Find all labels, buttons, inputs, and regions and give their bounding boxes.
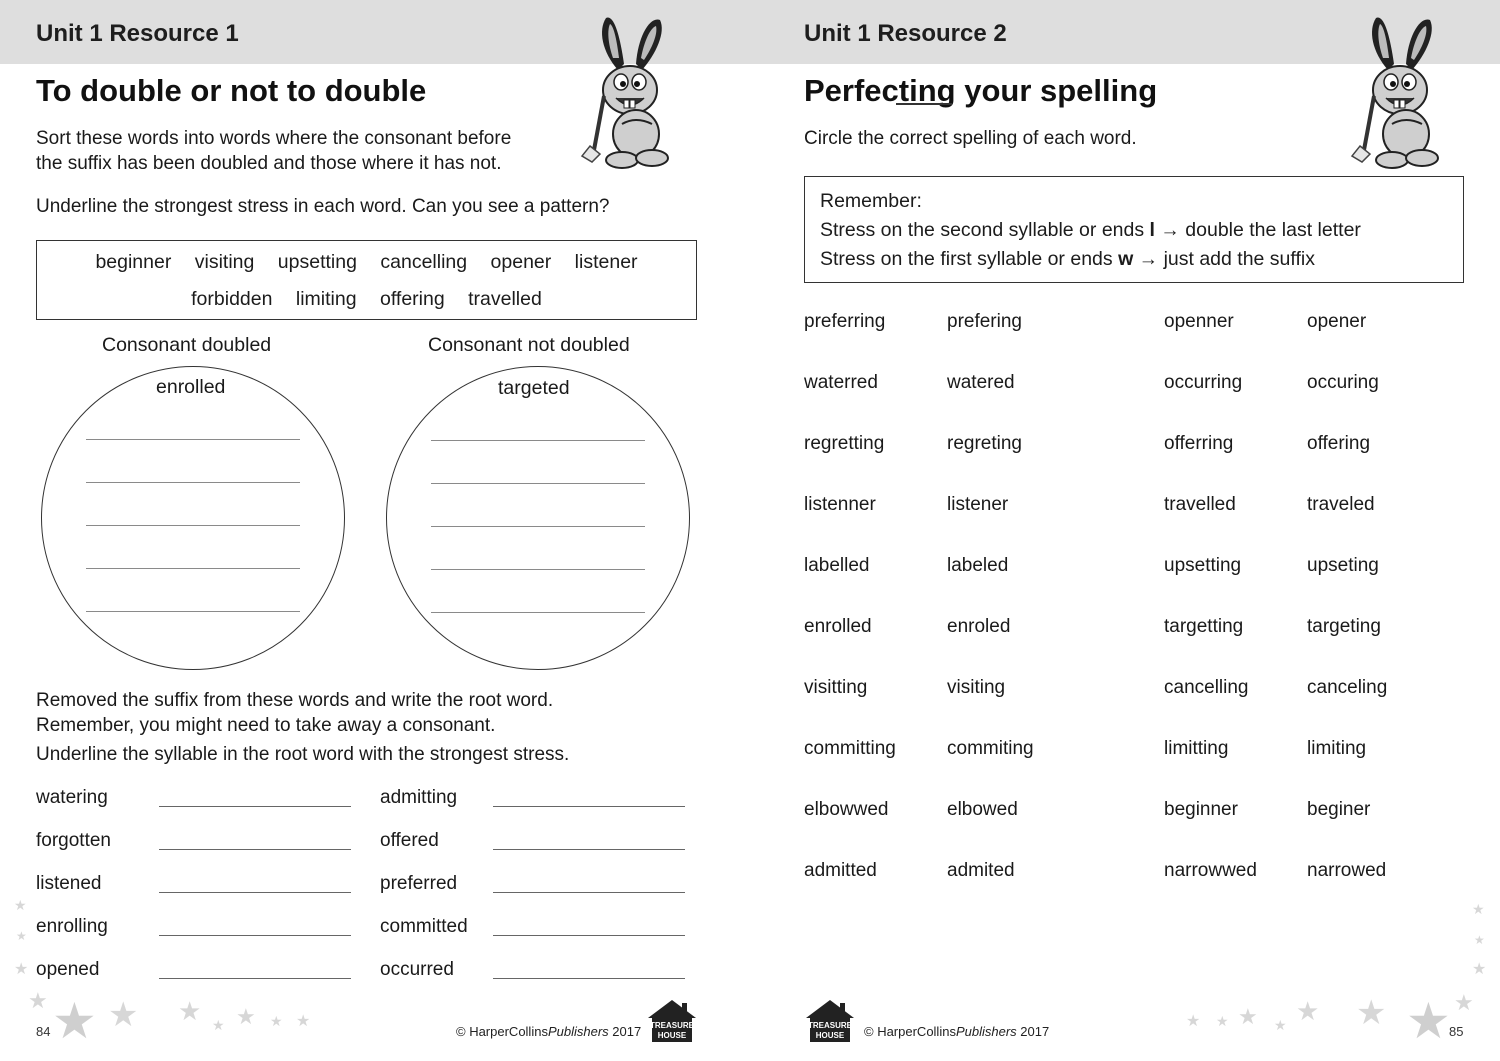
spelling-option[interactable]: limitting [1164, 738, 1229, 759]
circle-heading-not-doubled: Consonant not doubled [428, 334, 630, 356]
spelling-option[interactable]: offering [1307, 433, 1371, 454]
root-word-prompt: enrolling [36, 916, 108, 937]
instruction-remove-suffix-3: Underline the syllable in the root word with the strongest stress. [36, 744, 570, 765]
word-bank-word: offering [380, 288, 445, 310]
spelling-option[interactable]: canceling [1307, 677, 1388, 698]
spelling-option[interactable]: targetting [1164, 616, 1244, 637]
instruction-circle: Circle the correct spelling of each word. [804, 128, 1137, 149]
spelling-option[interactable]: elbowed [947, 799, 1018, 820]
copyright-prefix: © HarperCollins [456, 1024, 548, 1039]
spelling-option[interactable]: opener [1307, 311, 1367, 332]
root-word-prompt: occurred [380, 959, 454, 980]
copyright-publisher: Publishers [547, 1024, 609, 1039]
instruction-remove-suffix-1: Removed the suffix from these words and write the root word. [36, 690, 554, 711]
copyright-year: 2017 [1016, 1024, 1050, 1039]
spelling-option[interactable]: occuring [1307, 372, 1379, 393]
root-word-prompt: preferred [380, 873, 458, 894]
root-word-answer-line[interactable] [493, 935, 685, 936]
spelling-option[interactable]: labeled [947, 555, 1009, 576]
root-word-prompt: committed [380, 916, 468, 937]
star-icon: ★ [1474, 933, 1485, 947]
root-word-prompt: listened [36, 873, 102, 894]
spelling-option[interactable]: narrowed [1307, 860, 1387, 881]
root-word-answer-line[interactable] [493, 892, 685, 893]
logo-text-treasure: TREASURE [649, 1021, 695, 1030]
root-word-answer-line[interactable] [493, 978, 685, 979]
answer-line[interactable] [431, 612, 645, 613]
spelling-option[interactable]: beginner [1164, 799, 1238, 820]
copyright-prefix: © HarperCollins [864, 1024, 956, 1039]
answer-line[interactable] [86, 439, 300, 440]
circle-example-enrolled: enrolled [156, 376, 226, 398]
title-underline-mark [896, 103, 952, 105]
star-icon: ★ [1186, 1013, 1201, 1030]
spelling-option[interactable]: traveled [1307, 494, 1375, 515]
root-word-prompt: admitting [380, 787, 458, 808]
word-bank-word: cancelling [380, 251, 468, 273]
answer-line[interactable] [431, 483, 645, 484]
copyright-year: 2017 [608, 1024, 642, 1039]
page-number: 84 [36, 1024, 51, 1039]
page-title: Perfecting your spelling [804, 73, 1158, 108]
star-icon: ★ [1406, 993, 1451, 1049]
spelling-option[interactable]: preferring [804, 311, 886, 332]
rule-2-letter: w [1118, 248, 1134, 270]
spelling-option[interactable]: upsetting [1164, 555, 1242, 576]
star-icon: ★ [178, 996, 202, 1026]
word-bank-word: limiting [295, 288, 357, 310]
root-word-prompt: offered [380, 830, 439, 851]
answer-line[interactable] [86, 611, 300, 612]
spelling-option[interactable]: visiting [947, 677, 1006, 698]
spelling-option[interactable]: cancelling [1164, 677, 1249, 698]
spelling-option[interactable]: openner [1164, 311, 1234, 332]
spelling-option[interactable]: prefering [947, 311, 1022, 332]
star-icon: ★ [1274, 1017, 1287, 1033]
star-icon: ★ [16, 929, 27, 943]
star-icon: ★ [14, 961, 29, 978]
word-bank-word: travelled [468, 288, 542, 310]
rabbit-mascot-icon [1350, 12, 1446, 170]
star-icon: ★ [1454, 990, 1474, 1015]
spelling-option[interactable]: narrowwed [1164, 860, 1257, 881]
rule-1-text: Stress on the second syllable or ends [820, 219, 1150, 241]
rule-1-letter: l [1149, 219, 1155, 241]
star-icon: ★ [52, 993, 97, 1049]
star-icon: ★ [1216, 1013, 1229, 1029]
word-bank-box [36, 240, 697, 320]
root-word-prompt: watering [36, 787, 108, 808]
copyright-notice [456, 1024, 641, 1039]
copyright-notice [864, 1024, 1049, 1039]
root-word-prompt: opened [36, 959, 100, 980]
remember-box [804, 176, 1464, 283]
spelling-option[interactable]: enroled [947, 616, 1011, 637]
root-word-answer-line[interactable] [159, 935, 351, 936]
page-title: To double or not to double [36, 73, 427, 108]
root-word-answer-line[interactable] [159, 892, 351, 893]
spelling-option[interactable]: beginer [1307, 799, 1371, 820]
star-icon: ★ [1238, 1004, 1258, 1029]
word-bank-word: visiting [194, 251, 255, 273]
word-bank-row-1 [37, 251, 696, 274]
star-icon: ★ [1356, 994, 1387, 1032]
right-page [750, 0, 1500, 1061]
spelling-option[interactable]: elbowwed [804, 799, 889, 820]
instruction-remove-suffix-2: Remember, you might need to take away a consonant. [36, 715, 496, 736]
spelling-option[interactable]: admitted [804, 860, 877, 881]
star-icon: ★ [1472, 961, 1487, 978]
remember-heading: Remember: [820, 190, 922, 212]
treasure-house-logo-icon [646, 998, 698, 1044]
circle-heading-doubled: Consonant doubled [102, 334, 272, 356]
answer-line[interactable] [431, 526, 645, 527]
spelling-option[interactable]: committing [804, 738, 896, 759]
instruction-sort-line-2: the suffix has been doubled and those where it has not. [36, 153, 502, 174]
word-bank-word: upsetting [277, 251, 357, 273]
spelling-option[interactable]: regreting [947, 433, 1022, 454]
remember-rule-1 [820, 219, 1361, 242]
star-icon: ★ [1472, 901, 1485, 917]
star-icon: ★ [108, 996, 139, 1034]
star-icon: ★ [296, 1013, 311, 1030]
root-word-answer-line[interactable] [159, 806, 351, 807]
consonant-doubled-circle [41, 366, 345, 670]
spelling-option[interactable]: targeting [1307, 616, 1381, 637]
rule-1-result: → double the last letter [1154, 219, 1361, 241]
star-icon: ★ [14, 897, 27, 913]
spelling-option[interactable]: offerring [1164, 433, 1234, 454]
star-icon: ★ [28, 988, 48, 1013]
star-icon: ★ [1296, 996, 1320, 1026]
spelling-option[interactable]: waterred [804, 372, 878, 393]
instruction-sort-line-1: Sort these words into words where the consonant before [36, 128, 512, 149]
consonant-not-doubled-circle [386, 366, 690, 670]
spelling-option[interactable]: admited [947, 860, 1015, 881]
word-bank-word: listener [574, 251, 638, 273]
unit-label: Unit 1 Resource 2 [804, 20, 1007, 47]
spelling-option[interactable]: watered [947, 372, 1015, 393]
spelling-option[interactable]: labelled [804, 555, 870, 576]
answer-line[interactable] [431, 440, 645, 441]
spelling-option[interactable]: listenner [804, 494, 876, 515]
logo-text-house: HOUSE [815, 1031, 845, 1040]
answer-line[interactable] [431, 569, 645, 570]
word-bank-row-2 [37, 288, 696, 311]
spelling-option[interactable]: listener [947, 494, 1009, 515]
spelling-option[interactable]: limiting [1307, 738, 1367, 759]
logo-text-treasure: TREASURE [807, 1021, 853, 1030]
instruction-underline-stress: Underline the strongest stress in each word. Can you see a pattern? [36, 196, 610, 217]
rule-2-text: Stress on the first syllable or ends [820, 248, 1119, 270]
spelling-option[interactable]: visitting [804, 677, 868, 698]
star-icon: ★ [212, 1017, 225, 1033]
word-bank-word: opener [490, 251, 552, 273]
remember-rule-2 [820, 248, 1315, 271]
spelling-option[interactable]: regretting [804, 433, 885, 454]
root-word-answer-line[interactable] [159, 849, 351, 850]
page-number: 85 [1449, 1024, 1464, 1039]
copyright-publisher: Publishers [955, 1024, 1017, 1039]
word-bank-word: beginner [95, 251, 172, 273]
spelling-option[interactable]: upseting [1307, 555, 1379, 576]
logo-text-house: HOUSE [657, 1031, 687, 1040]
root-word-answer-line[interactable] [493, 806, 685, 807]
star-icon: ★ [236, 1004, 256, 1029]
spelling-option[interactable]: travelled [1164, 494, 1236, 515]
spelling-option[interactable]: commiting [947, 738, 1034, 759]
spelling-option[interactable]: enrolled [804, 616, 872, 637]
spelling-option[interactable]: occurring [1164, 372, 1243, 393]
star-icon: ★ [270, 1013, 283, 1029]
root-word-prompt: forgotten [36, 830, 111, 851]
root-word-answer-line[interactable] [159, 978, 351, 979]
rabbit-mascot-icon [580, 12, 676, 170]
answer-line[interactable] [86, 482, 300, 483]
circle-example-targeted: targeted [498, 377, 570, 399]
answer-line[interactable] [86, 525, 300, 526]
rule-2-result: → just add the suffix [1133, 248, 1315, 270]
treasure-house-logo-icon [804, 998, 856, 1044]
root-word-answer-line[interactable] [493, 849, 685, 850]
unit-label: Unit 1 Resource 1 [36, 20, 239, 47]
word-bank-word: forbidden [191, 288, 273, 310]
answer-line[interactable] [86, 568, 300, 569]
